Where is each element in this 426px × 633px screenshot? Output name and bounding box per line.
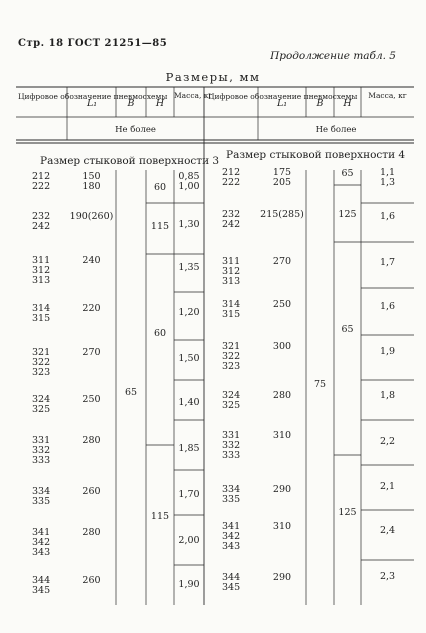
left-row-mass: 1,40 — [178, 397, 200, 408]
left-row-codes: 324 325 — [32, 394, 51, 415]
right-row-L: 280 — [272, 390, 292, 401]
not-more-right: Не более — [315, 125, 357, 135]
right-row-codes: 334 335 — [222, 484, 241, 505]
right-H-value-2: 125 — [338, 209, 357, 220]
right-row-codes: 321 322 323 — [222, 341, 241, 372]
left-H-value-3: 60 — [153, 328, 167, 339]
group-title-left: Размер стыковой поверхности 3 — [40, 155, 220, 167]
right-row-mass: 1,7 — [379, 257, 396, 268]
left-row-codes: 314 315 — [32, 303, 51, 324]
left-row-codes: 321 322 323 — [32, 347, 51, 378]
col-header-H-left: H — [155, 98, 165, 109]
left-row-codes: 344 345 — [32, 575, 51, 596]
col-header-code-right: Цифровое обозначение пневмосхемы — [208, 92, 358, 101]
right-row-codes: 232 242 — [222, 209, 241, 230]
right-row-mass: 1,8 — [379, 390, 396, 401]
left-row-L: 280 — [82, 435, 101, 446]
left-row-mass: 1,70 — [178, 489, 200, 500]
right-row-mass: 1,9 — [379, 346, 396, 357]
col-header-B-left: B — [127, 98, 135, 109]
left-row-L: 260 — [82, 486, 101, 497]
left-row-mass: 1,90 — [178, 579, 200, 590]
left-row-L: 150 180 — [82, 171, 101, 192]
left-B-value: 65 — [124, 387, 138, 398]
left-row-codes: 331 332 333 — [32, 435, 51, 466]
right-row-codes: 344 345 — [222, 572, 241, 593]
right-row-L: 310 — [272, 521, 292, 532]
left-row-L: 280 — [82, 527, 101, 538]
left-row-mass: 1,35 — [178, 262, 200, 273]
left-row-codes: 341 342 343 — [32, 527, 51, 558]
table-continuation-label: Продолжение табл. 5 — [270, 50, 396, 62]
left-row-mass: 1,20 — [178, 307, 200, 318]
left-row-L: 250 — [82, 394, 101, 405]
right-row-L: 300 — [272, 341, 292, 352]
left-row-codes: 212 222 — [32, 171, 51, 192]
left-row-L: 240 — [82, 255, 101, 266]
left-row-mass: 2,00 — [178, 535, 200, 546]
right-H-value-1: 65 — [341, 168, 354, 179]
left-H-value-2: 115 — [150, 221, 170, 232]
col-header-mass-right: Масса, кг — [368, 91, 407, 100]
col-header-H-right: H — [343, 98, 352, 109]
not-more-left: Не более — [115, 125, 156, 135]
right-H-value-4: 125 — [338, 507, 357, 518]
col-header-L-left: L₁ — [86, 98, 98, 109]
right-row-L: 290 — [272, 572, 292, 583]
right-row-mass: 1,6 — [379, 211, 396, 222]
right-row-L: 250 — [272, 299, 292, 310]
left-row-codes: 334 335 — [32, 486, 51, 507]
group-title-right: Размер стыковой поверхности 4 — [226, 149, 406, 161]
right-row-L: 310 — [272, 430, 292, 441]
right-row-codes: 314 315 — [222, 299, 241, 320]
left-row-mass: 1,30 — [178, 219, 200, 230]
left-row-L: 190(260) — [69, 211, 114, 222]
right-row-L: 215(285) — [260, 209, 304, 220]
left-H-value-4: 115 — [150, 511, 170, 522]
col-header-mass-left: Масса, кг — [174, 91, 213, 100]
right-H-value-3: 65 — [341, 324, 354, 335]
right-row-L: 175 205 — [272, 167, 292, 188]
left-row-mass: 0,85 1,00 — [178, 171, 200, 192]
right-row-codes: 341 342 343 — [222, 521, 241, 552]
col-header-code-left: Цифровое обозначение пневмосхемы — [18, 92, 168, 101]
right-B-value: 75 — [313, 379, 327, 390]
left-row-L: 220 — [82, 303, 101, 314]
right-row-mass: 2,2 — [379, 436, 396, 447]
right-row-codes: 311 312 313 — [222, 256, 241, 287]
left-row-mass: 1,50 — [178, 353, 200, 364]
right-row-mass: 1,6 — [379, 301, 396, 312]
left-row-L: 260 — [82, 575, 101, 586]
left-row-mass: 1,85 — [178, 443, 200, 454]
left-H-value-1: 60 — [153, 182, 167, 193]
table-title: Размеры, мм — [165, 70, 261, 84]
right-row-mass: 2,3 — [379, 571, 396, 582]
right-row-mass: 2,4 — [379, 525, 396, 536]
right-row-codes: 331 332 333 — [222, 430, 241, 461]
right-row-L: 290 — [272, 484, 292, 495]
right-row-codes: 212 222 — [222, 167, 241, 188]
left-row-codes: 311 312 313 — [32, 255, 51, 286]
right-row-L: 270 — [272, 256, 292, 267]
col-header-L-right: L₁ — [276, 98, 288, 109]
left-row-codes: 232 242 — [32, 211, 51, 232]
right-row-mass: 2,1 — [379, 481, 396, 492]
left-row-L: 270 — [82, 347, 101, 358]
right-row-codes: 324 325 — [222, 390, 241, 411]
right-row-mass: 1,1 1,3 — [379, 167, 396, 188]
page-header: Стр. 18 ГОСТ 21251—85 — [18, 38, 168, 49]
col-header-B-right: B — [316, 98, 324, 109]
